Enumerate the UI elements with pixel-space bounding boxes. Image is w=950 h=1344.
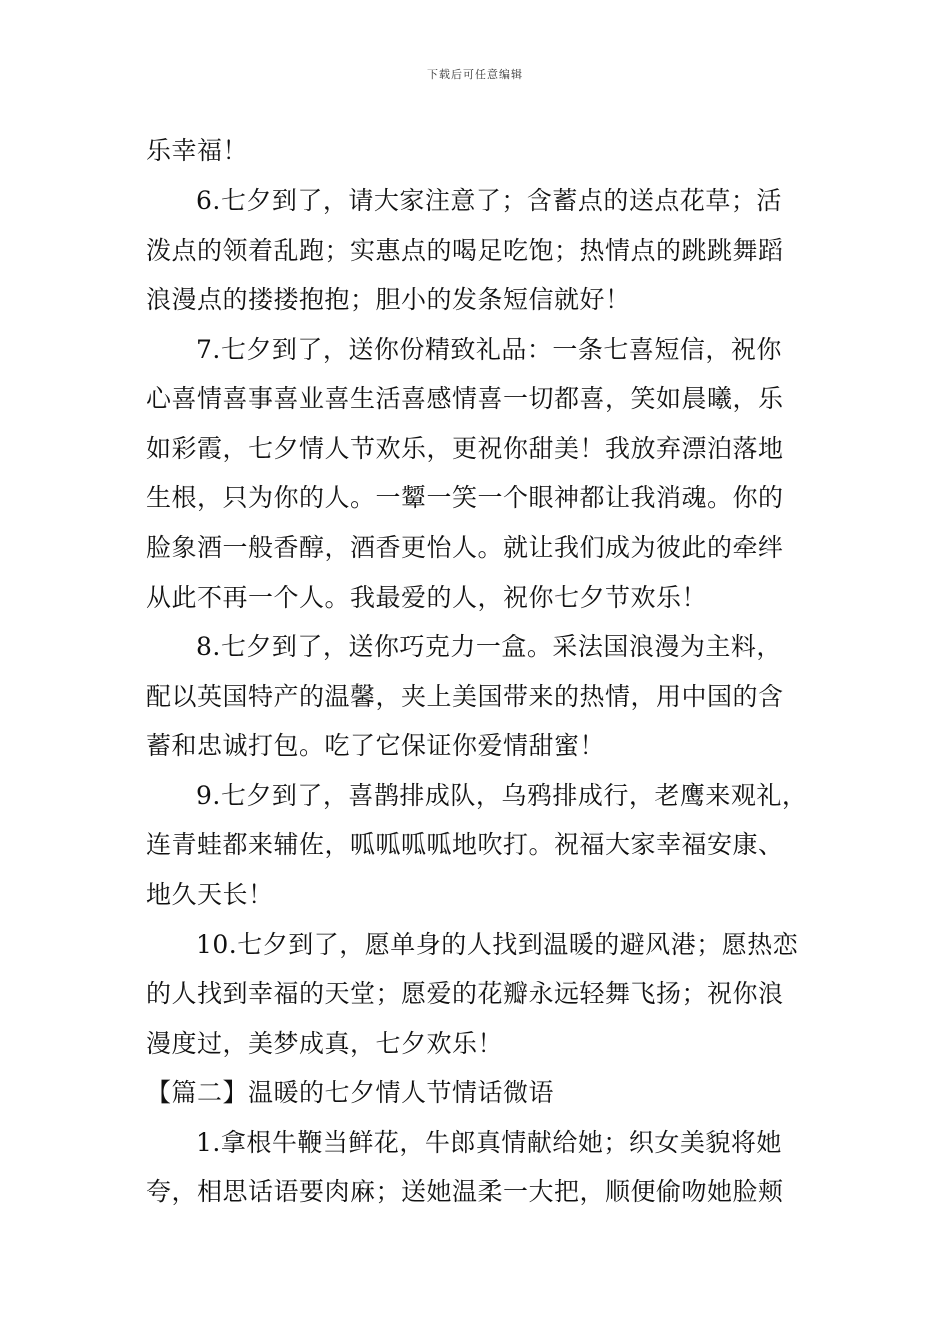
text-line: 浪漫点的搂搂抱抱；胆小的发条短信就好！ bbox=[146, 285, 631, 314]
text-line: 从此不再一个人。我最爱的人，祝你七夕节欢乐！ bbox=[146, 583, 708, 612]
text-line: 生根，只为你的人。一颦一笑一个眼神都让我消魂。你的 bbox=[146, 483, 784, 512]
text-line: 泼点的领着乱跑；实惠点的喝足吃饱；热情点的跳跳舞蹈 bbox=[146, 236, 784, 265]
text-line: 地久天长！ bbox=[146, 880, 274, 909]
text-line: 夸，相思话语要肉麻；送她温柔一大把，顺便偷吻她脸颊 bbox=[146, 1177, 784, 1206]
text-line: 7.七夕到了，送你份精致礼品：一条七喜短信，祝你 bbox=[196, 335, 782, 364]
text-line: 蓄和忠诚打包。吃了它保证你爱情甜蜜！ bbox=[146, 731, 606, 760]
text-line: 脸象酒一般香醇，酒香更怡人。就让我们成为彼此的牵绊 bbox=[146, 533, 784, 562]
text-line: 漫度过，美梦成真，七夕欢乐！ bbox=[146, 1029, 504, 1058]
text-line: 配以英国特产的温馨，夹上美国带来的热情，用中国的含 bbox=[146, 682, 784, 711]
section-heading: 【篇二】温暖的七夕情人节情话微语 bbox=[146, 1078, 555, 1107]
text-line: 乐幸福！ bbox=[146, 136, 249, 165]
text-line: 8.七夕到了，送你巧克力一盒。采法国浪漫为主料， bbox=[196, 632, 782, 661]
text-line: 如彩霞，七夕情人节欢乐，更祝你甜美！我放弃漂泊落地 bbox=[146, 434, 784, 463]
text-line: 9.七夕到了，喜鹊排成队，乌鸦排成行，老鹰来观礼， bbox=[196, 781, 808, 810]
text-line: 心喜情喜事喜业喜生活喜感情喜一切都喜，笑如晨曦，乐 bbox=[146, 384, 784, 413]
text-line: 连青蛙都来辅佐，呱呱呱呱地吹打。祝福大家幸福安康、 bbox=[146, 830, 784, 859]
text-line: 6.七夕到了，请大家注意了；含蓄点的送点花草；活 bbox=[196, 186, 782, 215]
text-line: 1.拿根牛鞭当鲜花，牛郎真情献给她；织女美貌将她 bbox=[196, 1128, 782, 1157]
page-header: 下载后可任意编辑 bbox=[427, 68, 523, 81]
text-line: 的人找到幸福的天堂；愿爱的花瓣永远轻舞飞扬；祝你浪 bbox=[146, 979, 784, 1008]
text-line: 10.七夕到了，愿单身的人找到温暖的避风港；愿热恋 bbox=[196, 930, 799, 959]
